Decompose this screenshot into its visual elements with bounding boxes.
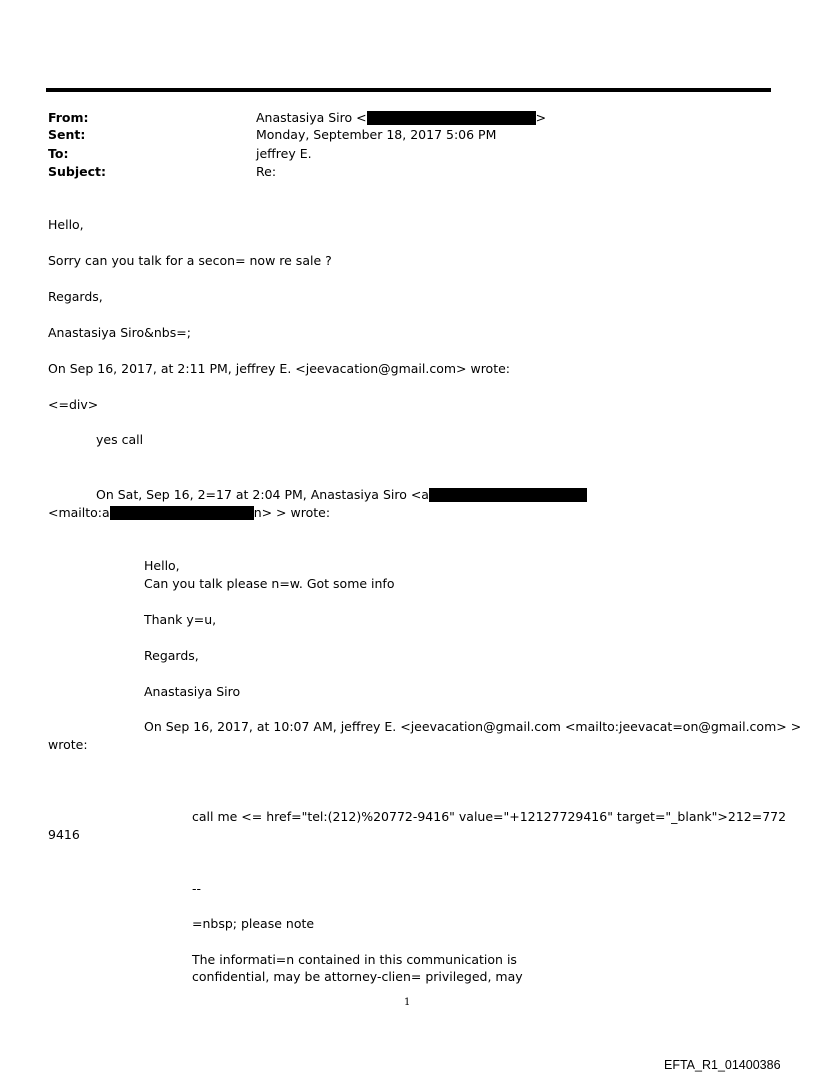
subject-value: Re: (256, 164, 277, 179)
to-label: To: (48, 146, 69, 161)
call-me-continued: 9416 (48, 827, 80, 842)
greeting: Hello, (48, 217, 84, 232)
div-tag: <=div> (48, 397, 99, 412)
from-sender: Anastasiya Siro < (256, 110, 367, 125)
call-me-line: call me <= href="tel:(212)%20772-9416" value="+12127729416" target="_blank">212=772 (192, 809, 787, 824)
quoted-thanks: Thank y=u, (144, 612, 217, 627)
document-id: EFTA_R1_01400386 (664, 1058, 781, 1072)
yes-call: yes call (96, 432, 144, 447)
quote-wrote: wrote: (48, 737, 88, 752)
quoted-line: Can you talk please n=w. Got some info (144, 576, 395, 591)
quoted-greeting: Hello, (144, 558, 180, 573)
quoted-regards: Regards, (144, 648, 199, 663)
header-rule (46, 88, 771, 92)
sent-label: Sent: (48, 127, 86, 142)
signature-dashes: -- (192, 881, 202, 896)
redaction-block (367, 111, 536, 125)
redaction-block (429, 488, 587, 502)
redaction-block (110, 506, 254, 520)
from-label: From: (48, 110, 89, 125)
from-close: > (535, 110, 547, 125)
signature: Anastasiya Siro&nbs=; (48, 325, 191, 340)
from-value (256, 110, 546, 126)
quote-header: On Sat, Sep 16, 2=17 at 2:04 PM, Anastasiya Siro <a (96, 487, 587, 503)
regards: Regards, (48, 289, 103, 304)
please-note: =nbsp; please note (192, 916, 315, 931)
disclaimer-line: The informati=n contained in this communication is (192, 952, 517, 967)
subject-label: Subject: (48, 164, 106, 179)
to-value: jeffrey E. (256, 146, 312, 161)
sent-value: Monday, September 18, 2017 5:06 PM (256, 127, 497, 142)
message-line: Sorry can you talk for a secon= now re sale ? (48, 253, 332, 268)
quote-header: On Sep 16, 2017, at 10:07 AM, jeffrey E. <jeevacation@gmail.com <mailto:jeevacat=on@gmail.com> > (144, 719, 802, 734)
disclaimer-line: confidential, may be attorney-clien= privileged, may (192, 969, 523, 984)
quote-header: On Sep 16, 2017, at 2:11 PM, jeffrey E. <jeevacation@gmail.com> wrote: (48, 361, 511, 376)
quoted-signature: Anastasiya Siro (144, 684, 241, 699)
page-number: 1 (404, 997, 411, 1008)
quote-mailto: <mailto:a n> > wrote: (48, 505, 331, 520)
